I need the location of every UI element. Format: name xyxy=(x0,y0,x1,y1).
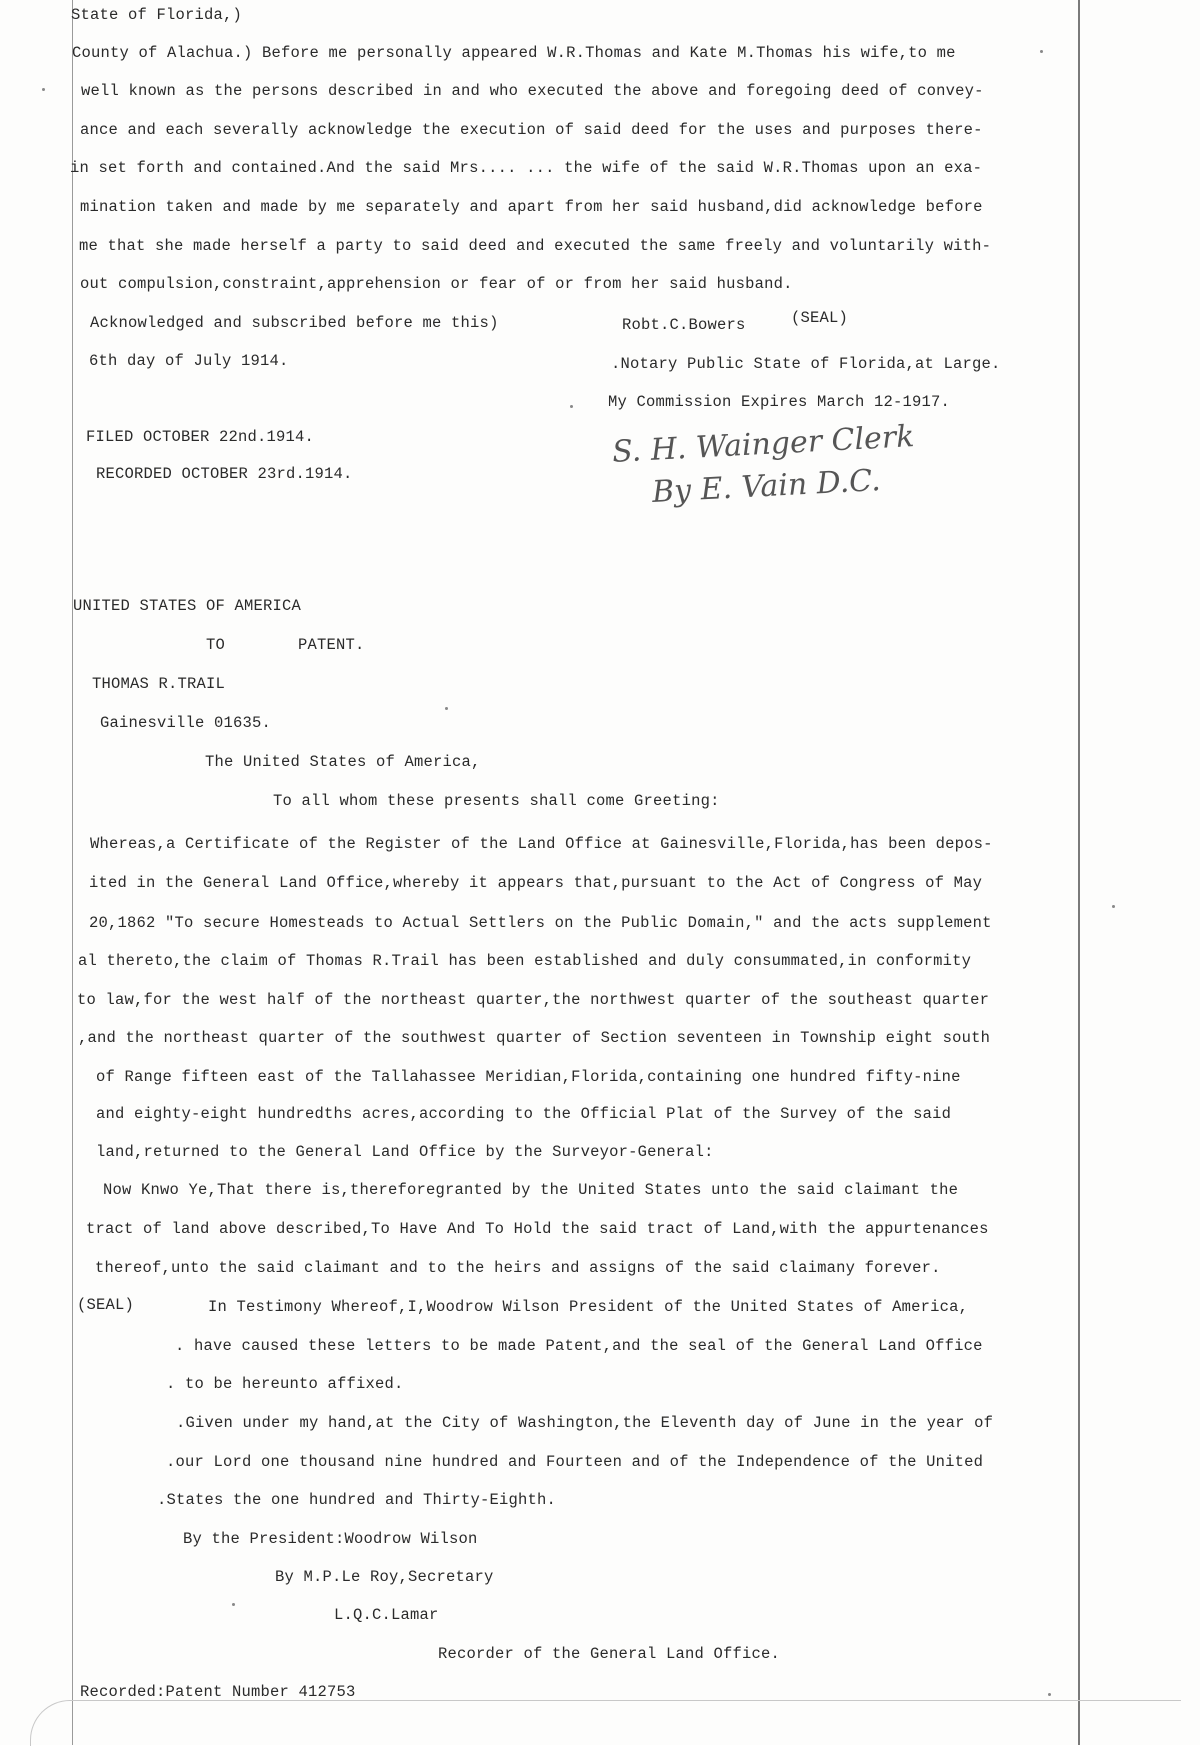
given-line-3: .States the one hundred and Thirty-Eighth. xyxy=(157,1491,557,1509)
ack-line-6: mination taken and made by me separately and apart from her said husband,did acknowledge before xyxy=(80,198,983,216)
speck xyxy=(445,707,448,710)
ack-line-10: 6th day of July 1914. xyxy=(89,352,289,370)
patent-line-1: Whereas,a Certificate of the Register of the Land Office at Gainesville,Florida,has been depos- xyxy=(90,835,993,853)
recorded-date: RECORDED OCTOBER 23rd.1914. xyxy=(96,465,353,483)
patent-heading-patent: PATENT. xyxy=(298,636,365,654)
patentee-name: THOMAS R.TRAIL xyxy=(92,675,226,693)
ack-line-9: Acknowledged and subscribed before me this) xyxy=(90,314,499,332)
patent-line-6: ,and the northeast quarter of the southwest quarter of Section seventeen in Township eight south xyxy=(78,1029,991,1047)
patent-line-10: Now Knwo Ye,That there is,thereforegranted by the United States unto the said claimant the xyxy=(103,1181,959,1199)
ack-line-4: ance and each severally acknowledge the execution of said deed for the uses and purposes there- xyxy=(80,121,983,139)
speck xyxy=(1112,905,1115,908)
filed-date: FILED OCTOBER 22nd.1914. xyxy=(86,428,315,446)
signature-recorder-name: L.Q.C.Lamar xyxy=(334,1606,439,1624)
united-states-heading: The United States of America, xyxy=(205,753,481,771)
commission-expires: My Commission Expires March 12-1917. xyxy=(608,393,951,411)
patent-heading: UNITED STATES OF AMERICA xyxy=(73,597,302,615)
patent-line-8: and eighty-eight hundredths acres,according to the Official Plat of the Survey of the said xyxy=(96,1105,952,1123)
ack-line-1: State of Florida,) xyxy=(71,6,243,24)
ack-line-8: out compulsion,constraint,apprehension or fear of or from her said husband. xyxy=(80,275,793,293)
deputy-clerk-signature: By E. Vain D.C. xyxy=(651,463,882,510)
signature-president: By the President:Woodrow Wilson xyxy=(183,1530,478,1548)
ack-line-3: well known as the persons described in and who executed the above and foregoing deed of convey- xyxy=(81,82,984,100)
patent-line-11: tract of land above described,To Have And To Hold the said tract of Land,with the appurtenances xyxy=(86,1220,989,1238)
patent-serial: Gainesville 01635. xyxy=(100,714,272,732)
patent-line-12: thereof,unto the said claimant and to the heirs and assigns of the said claimany forever. xyxy=(95,1259,941,1277)
patent-line-7: of Range fifteen east of the Tallahassee Meridian,Florida,containing one hundred fifty-nine xyxy=(96,1068,961,1086)
patent-line-5: to law,for the west half of the northeast quarter,the northwest quarter of the southeast quarter xyxy=(77,991,990,1009)
speck xyxy=(42,88,45,91)
speck xyxy=(1040,50,1043,53)
testimony-line-2: . have caused these letters to be made Patent,and the seal of the General Land Office xyxy=(175,1337,983,1355)
speck xyxy=(570,405,573,408)
speck xyxy=(1048,1693,1051,1696)
left-margin-rule xyxy=(72,0,73,1745)
speck xyxy=(232,1603,235,1606)
greeting-line: To all whom these presents shall come Greeting: xyxy=(273,792,720,810)
signature-secretary: By M.P.Le Roy,Secretary xyxy=(275,1568,494,1586)
notary-name: Robt.C.Bowers xyxy=(622,316,746,334)
given-line-1: .Given under my hand,at the City of Washington,the Eleventh day of June in the year of xyxy=(176,1414,994,1432)
patent-line-4: al thereto,the claim of Thomas R.Trail has been established and duly consummated,in conformity xyxy=(78,952,972,970)
given-line-2: .our Lord one thousand nine hundred and Fourteen and of the Independence of the United xyxy=(166,1453,984,1471)
ack-line-5: in set forth and contained.And the said Mrs.... ... the wife of the said W.R.Thomas upon an exa- xyxy=(70,159,983,177)
signature-recorder-title: Recorder of the General Land Office. xyxy=(438,1645,781,1663)
clerk-signature: S. H. Wainger Clerk xyxy=(611,419,916,470)
right-margin-rule xyxy=(1078,0,1080,1745)
ack-line-7: me that she made herself a party to said deed and executed the same freely and voluntarily with- xyxy=(79,237,992,255)
patent-heading-to: TO xyxy=(206,636,226,654)
ack-line-2: County of Alachua.) Before me personally appeared W.R.Thomas and Kate M.Thomas his wife,to me xyxy=(72,44,956,62)
patent-seal: (SEAL) xyxy=(77,1296,135,1314)
page-edge-curve xyxy=(30,1700,1181,1746)
patent-line-9: land,returned to the General Land Office by the Surveyor-General: xyxy=(96,1143,714,1161)
testimony-line-3: . to be hereunto affixed. xyxy=(166,1375,404,1393)
notary-title: .Notary Public State of Florida,at Large. xyxy=(611,355,1001,373)
recorded-patent-number: Recorded:Patent Number 412753 xyxy=(80,1683,356,1701)
patent-line-3: 20,1862 "To secure Homesteads to Actual Settlers on the Public Domain," and the acts supplement xyxy=(89,914,992,932)
testimony-line-1: In Testimony Whereof,I,Woodrow Wilson President of the United States of America, xyxy=(208,1298,969,1316)
patent-line-2: ited in the General Land Office,whereby it appears that,pursuant to the Act of Congress of May xyxy=(89,874,983,892)
notary-seal: (SEAL) xyxy=(791,309,849,327)
